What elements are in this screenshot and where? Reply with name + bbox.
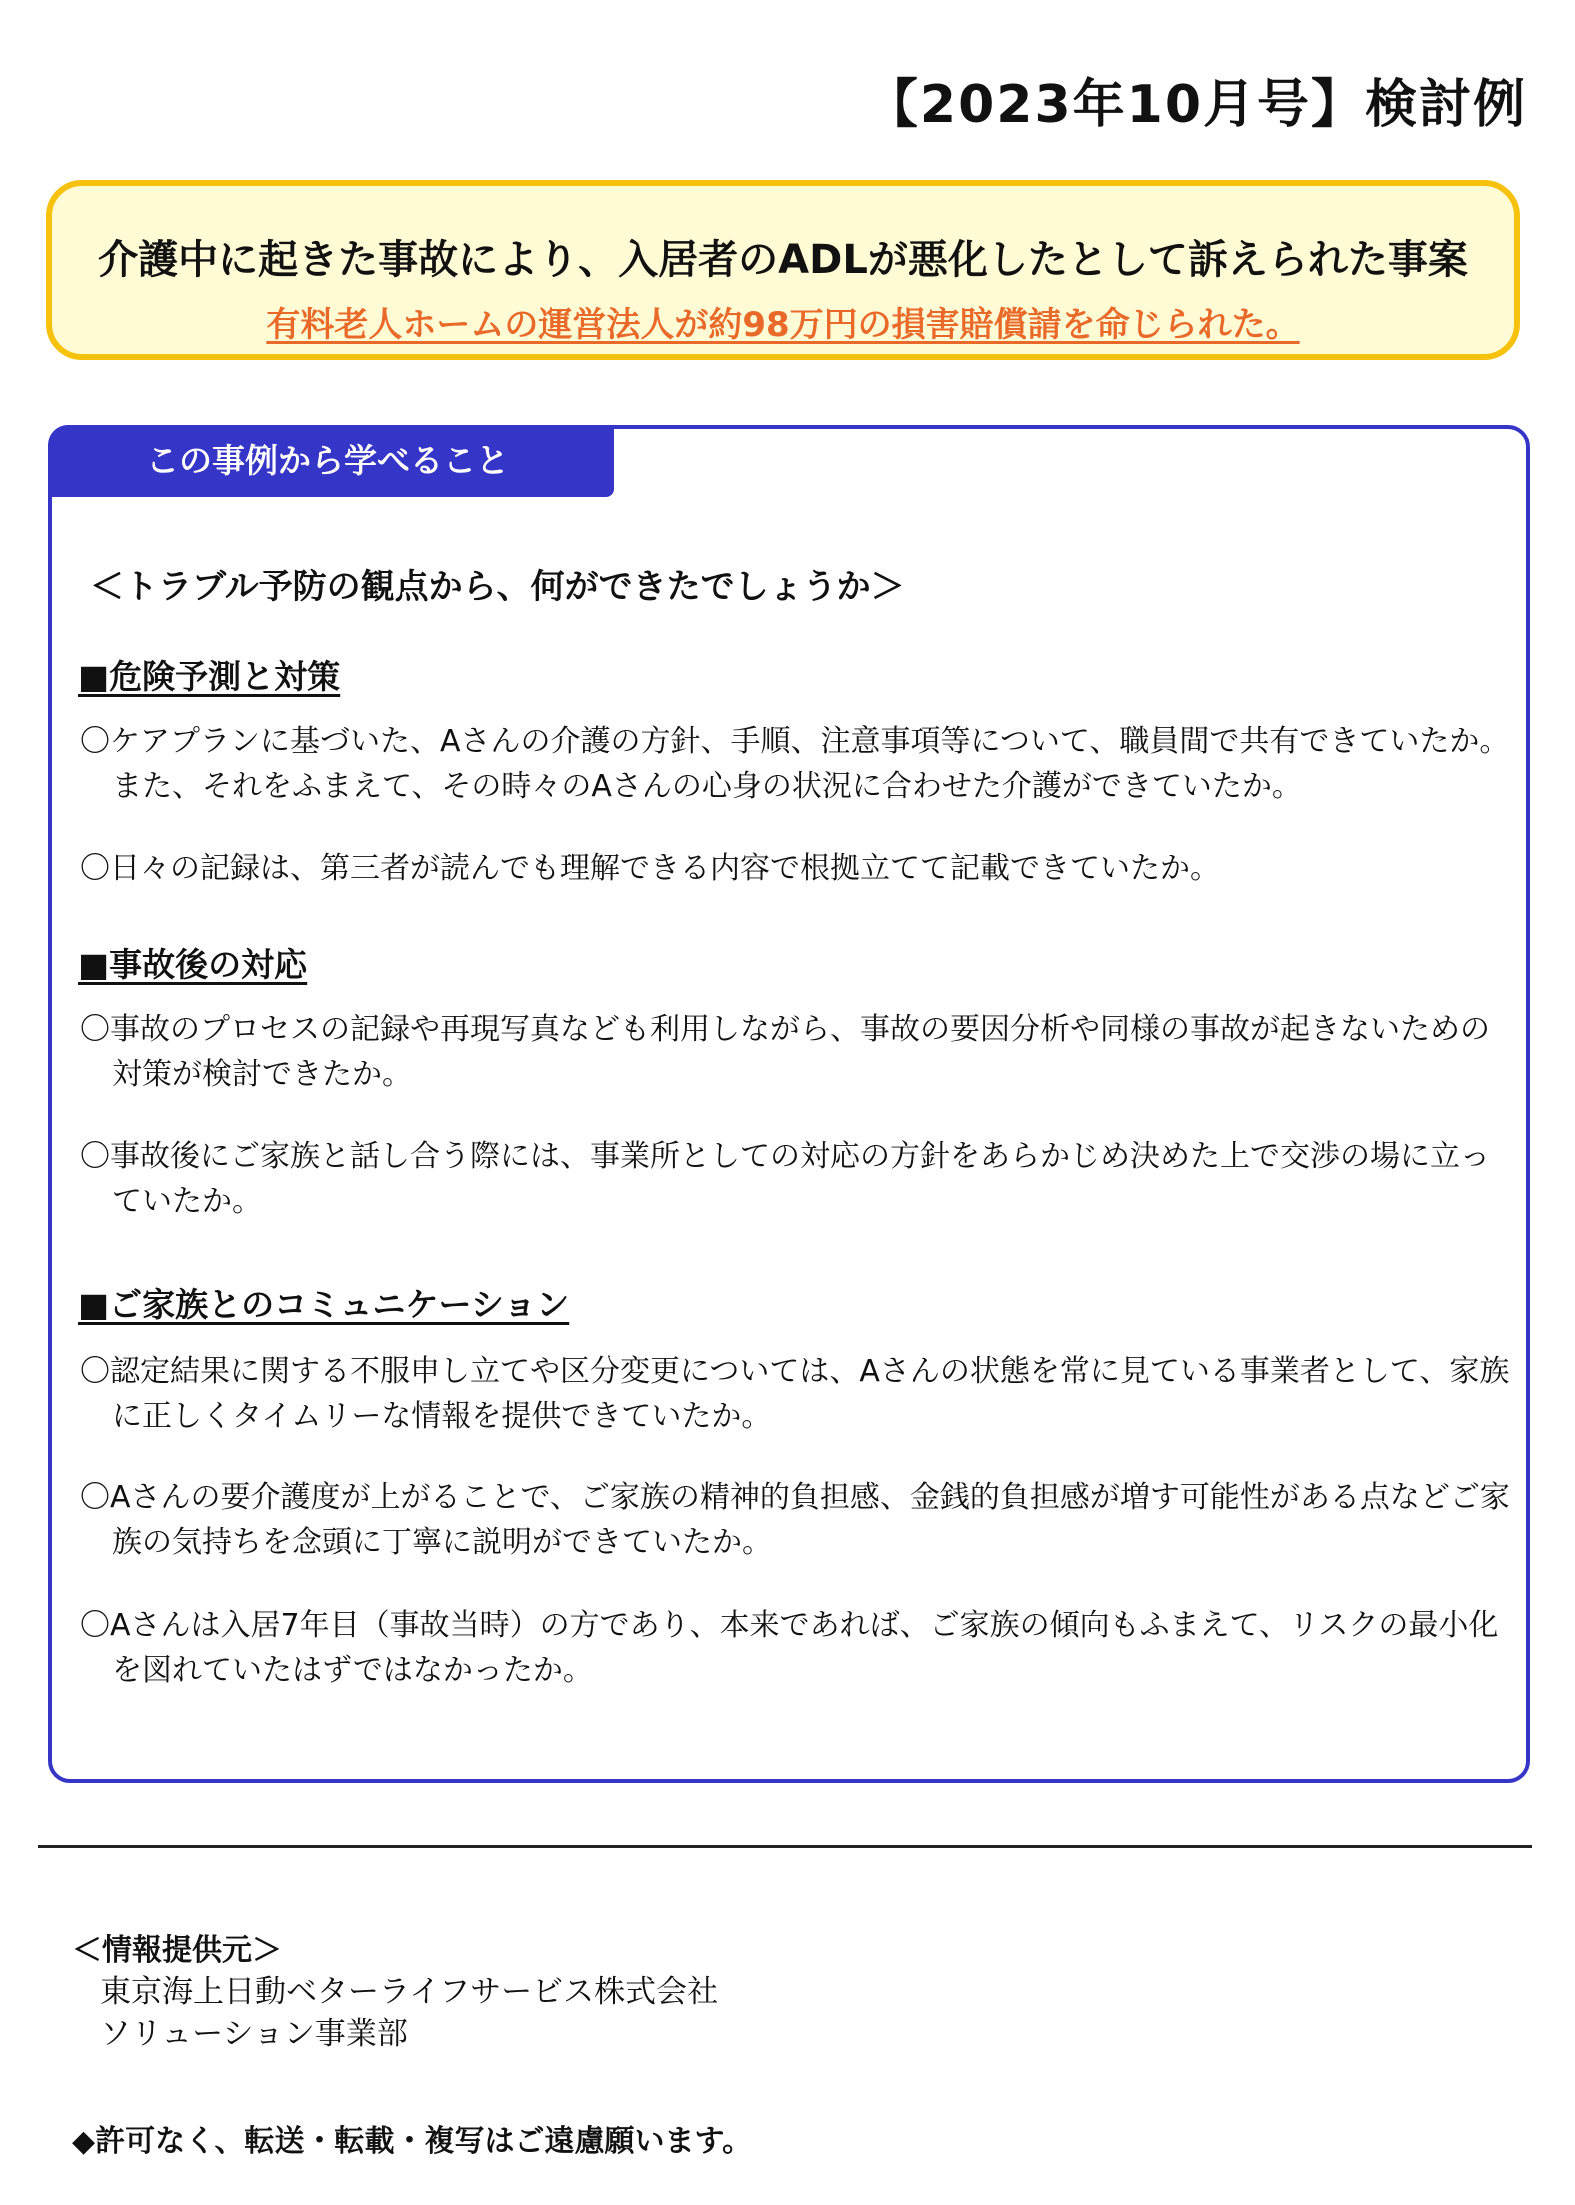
case-summary-box [46,180,1520,360]
case-verdict: 有料老人ホームの運営法人が約98万円の損害賠償請を命じられた。 [266,305,1300,345]
footer-divider [38,1845,1532,1848]
list-item: 〇認定結果に関する不服申し立てや区分変更については、Aさんの状態を常に見ている事業者として、家族に正しくタイムリーな情報を提供できていたか。 [80,1354,1510,1434]
lessons-panel [48,425,1530,1783]
lessons-question: ＜トラブル予防の観点から、何ができたでしょうか＞ [90,567,905,607]
case-headline: 介護中に起きた事故により、入居者のADLが悪化したとして訴えられた事案 [98,237,1468,283]
section-heading-post-accident: ■事故後の対応 [78,945,308,984]
source-label: ＜情報提供元＞ [72,1933,282,1968]
source-company: 東京海上日動ベターライフサービス株式会社 [100,1974,719,2010]
source-department: ソリューション事業部 [100,2016,408,2052]
lessons-tab-label: この事例から学べること [48,425,614,497]
section-heading-risk-prediction: ■危険予測と対策 [78,657,341,696]
list-item: 〇Aさんは入居7年目（事故当時）の方であり、本来であれば、ご家族の傾向もふまえて、リスクの最小化を図れていたはずではなかったか。 [80,1608,1499,1688]
list-item: 〇事故後にご家族と話し合う際には、事業所としての対応の方針をあらかじめ決めた上で交渉の場に立っていたか。 [80,1139,1490,1219]
list-item: 〇日々の記録は、第三者が読んでも理解できる内容で根拠立てて記載できていたか。 [80,851,1220,886]
copyright-notice: ◆許可なく、転送・転載・複写はご遠慮願います。 [72,2124,753,2159]
list-item: 〇ケアプランに基づいた、Aさんの介護の方針、手順、注意事項等について、職員間で共有できていたか。また、それをふまえて、その時々のAさんの心身の状況に合わせた介護ができていたか。 [80,724,1510,804]
list-item: 〇Aさんの要介護度が上がることで、ご家族の精神的負担感、金銭的負担感が増す可能性がある点などご家族の気持ちを念頭に丁寧に説明ができていたか。 [80,1480,1510,1560]
list-item: 〇事故のプロセスの記録や再現写真なども利用しながら、事故の要因分析や同様の事故が起きないための対策が検討できたか。 [80,1012,1490,1092]
section-heading-family-communication: ■ご家族とのコミュニケーション [78,1285,570,1324]
document-title: 【2023年10月号】検討例 [865,75,1527,135]
